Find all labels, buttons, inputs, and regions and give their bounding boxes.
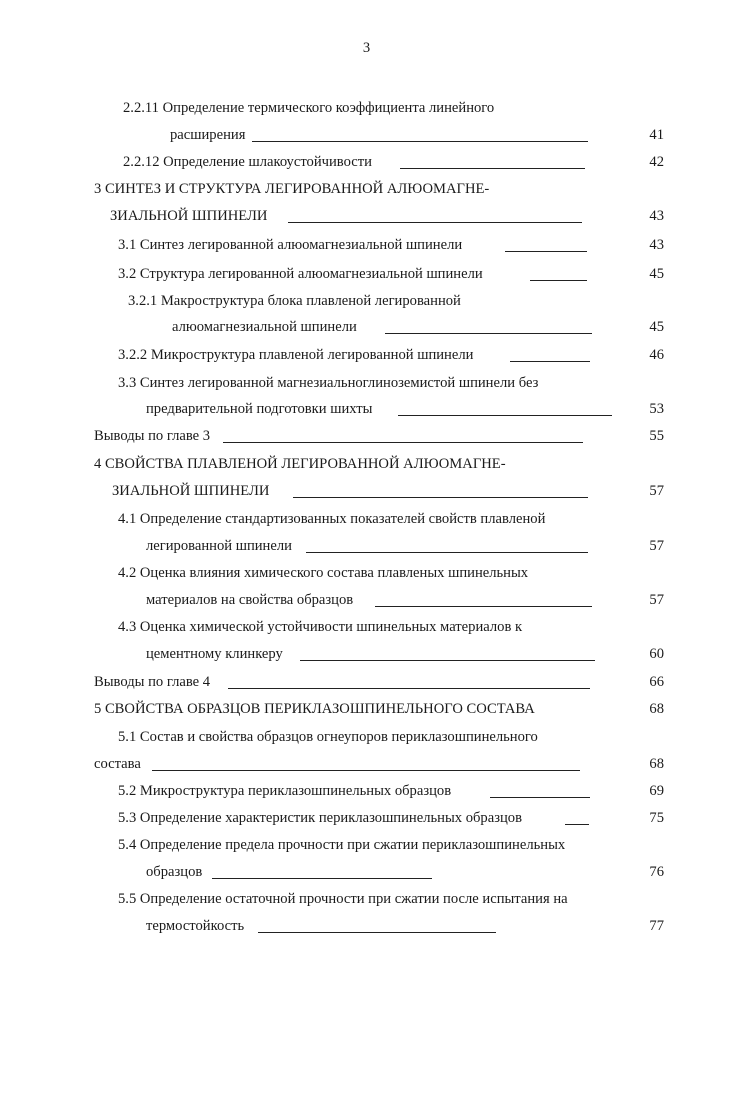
- page-number: 3: [362, 40, 371, 56]
- toc-page-number: 57: [649, 538, 664, 554]
- toc-entry-line: Выводы по главе 4: [94, 674, 211, 690]
- toc-entry-line: 5.3 Определение характеристик периклазошпинельных образцов: [118, 810, 522, 826]
- toc-leader-line: [252, 141, 588, 142]
- toc-leader-line: [152, 770, 580, 771]
- toc-entry-line: состава: [94, 756, 141, 772]
- toc-page-number: 41: [649, 127, 664, 143]
- toc-leader-line: [223, 442, 583, 443]
- toc-leader-line: [375, 606, 592, 607]
- toc-entry-line: Выводы по главе 3: [94, 428, 211, 444]
- toc-leader-line: [530, 280, 587, 281]
- toc-leader-line: [510, 361, 590, 362]
- toc-entry-line: 3.2.1 Макроструктура блока плавленой легированной: [128, 293, 461, 309]
- toc-entry-line: 2.2.11 Определение термического коэффициента линейного: [123, 100, 495, 116]
- toc-page-number: 53: [649, 401, 664, 417]
- toc-page-number: 46: [649, 347, 664, 363]
- toc-entry-line: 5.4 Определение предела прочности при сжатии периклазошпинельных: [118, 837, 566, 853]
- toc-leader-line: [490, 797, 590, 798]
- toc-page-number: 75: [649, 810, 664, 826]
- toc-entry-line: 4.3 Оценка химической устойчивости шпинельных материалов к: [118, 619, 523, 635]
- toc-entry-line: 3.2.2 Микроструктура плавленой легированной шпинели: [118, 347, 474, 363]
- toc-page-number: 45: [649, 319, 664, 335]
- toc-entry-line: 3 СИНТЕЗ И СТРУКТУРА ЛЕГИРОВАННОЙ АЛЮОМАГНЕ-: [94, 181, 490, 197]
- toc-entry-line: 3.1 Синтез легированной алюомагнезиальной шпинели: [118, 237, 463, 253]
- toc-leader-line: [293, 497, 588, 498]
- toc-page-number: 69: [649, 783, 664, 799]
- toc-leader-line: [385, 333, 592, 334]
- toc-leader-line: [258, 932, 496, 933]
- toc-leader-line: [565, 824, 589, 825]
- toc-page-number: 57: [649, 592, 664, 608]
- toc-entry-line: 5.2 Микроструктура периклазошпинельных образцов: [118, 783, 452, 799]
- toc-page-number: 66: [649, 674, 664, 690]
- toc-page-number: 45: [649, 266, 664, 282]
- toc-entry-line: материалов на свойства образцов: [146, 592, 354, 608]
- toc-page-number: 76: [649, 864, 664, 880]
- toc-entry-line: алюомагнезиальной шпинели: [172, 319, 357, 335]
- toc-leader-line: [505, 251, 587, 252]
- toc-page-number: 68: [649, 701, 664, 717]
- toc-entry-line: расширения: [170, 127, 246, 143]
- toc-entry-line: предварительной подготовки шихты: [146, 401, 373, 417]
- toc-entry-line: цементному клинкеру: [146, 646, 283, 662]
- toc-leader-line: [306, 552, 588, 553]
- toc-leader-line: [228, 688, 590, 689]
- toc-page-number: 60: [649, 646, 664, 662]
- toc-leader-line: [400, 168, 585, 169]
- toc-leader-line: [212, 878, 432, 879]
- toc-entry-line: 4.1 Определение стандартизованных показателей свойств плавленой: [118, 511, 546, 527]
- toc-page-number: 43: [649, 237, 664, 253]
- toc-page-number: 68: [649, 756, 664, 772]
- toc-entry-line: 3.2 Структура легированной алюомагнезиальной шпинели: [118, 266, 483, 282]
- toc-entry-line: 2.2.12 Определение шлакоустойчивости: [123, 154, 372, 170]
- toc-entry-line: 4 СВОЙСТВА ПЛАВЛЕНОЙ ЛЕГИРОВАННОЙ АЛЮОМАГНЕ-: [94, 456, 506, 472]
- toc-page-number: 55: [649, 428, 664, 444]
- toc-entry-line: термостойкость: [146, 918, 245, 934]
- toc-page-number: 57: [649, 483, 664, 499]
- toc-entry-line: 4.2 Оценка влияния химического состава плавленых шпинельных: [118, 565, 529, 581]
- toc-page-number: 77: [649, 918, 664, 934]
- toc-page-number: 42: [649, 154, 664, 170]
- toc-entry-line: ЗИАЛЬНОЙ ШПИНЕЛИ: [110, 208, 268, 224]
- toc-entry-line: 5.5 Определение остаточной прочности при сжатии после испытания на: [118, 891, 568, 907]
- toc-leader-line: [288, 222, 582, 223]
- toc-entry-line: 3.3 Синтез легированной магнезиальноглиноземистой шпинели без: [118, 375, 539, 391]
- toc-entry-line: 5 СВОЙСТВА ОБРАЗЦОВ ПЕРИКЛАЗОШПИНЕЛЬНОГО СОСТАВА: [94, 701, 535, 717]
- toc-entry-line: легированной шпинели: [146, 538, 292, 554]
- toc-entry-line: ЗИАЛЬНОЙ ШПИНЕЛИ: [112, 483, 270, 499]
- toc-entry-line: 5.1 Состав и свойства образцов огнеупоров периклазошпинельного: [118, 729, 538, 745]
- toc-leader-line: [398, 415, 612, 416]
- toc-entry-line: образцов: [146, 864, 203, 880]
- toc-leader-line: [300, 660, 595, 661]
- toc-page-number: 43: [649, 208, 664, 224]
